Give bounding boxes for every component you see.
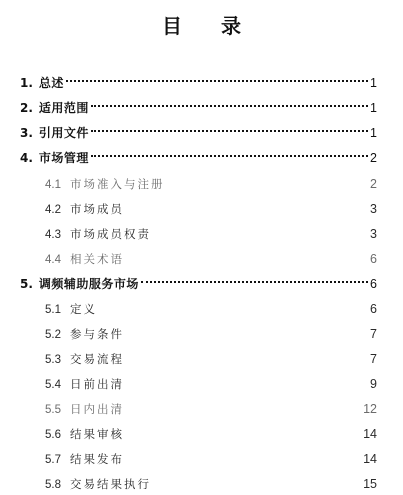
toc-entry-5-3[interactable] <box>45 343 377 366</box>
toc-entry-title: 定义 <box>70 302 97 316</box>
toc-entry-5-2[interactable] <box>45 318 377 341</box>
toc-entry-5-8[interactable] <box>45 468 377 491</box>
toc-entry-title: 交易结果执行 <box>70 477 151 491</box>
toc-entry-title: 市场管理 <box>38 151 89 165</box>
toc-entry-2[interactable] <box>20 92 377 115</box>
toc-entry-number: 3. <box>20 126 33 140</box>
toc-leader-dots <box>91 142 368 162</box>
toc-entry-5-1[interactable] <box>45 293 377 316</box>
toc-entry-page: 6 <box>370 277 377 291</box>
toc-entry-page: 7 <box>370 352 377 366</box>
toc-entry-4-1[interactable] <box>45 168 377 191</box>
toc-entry-3[interactable] <box>20 117 377 140</box>
toc-entry-page: 6 <box>370 302 377 316</box>
toc-entry-title: 市场准入与注册 <box>70 177 165 191</box>
toc-entry-page: 14 <box>363 427 377 441</box>
toc-entry-title: 结果发布 <box>70 452 124 466</box>
toc-leader-dots <box>141 268 368 288</box>
toc-entry-page: 6 <box>370 252 377 266</box>
toc-entry-number: 4. <box>20 151 33 165</box>
toc-entry-title: 交易流程 <box>70 352 124 366</box>
toc-entry-page: 15 <box>363 477 377 491</box>
toc-entry-page: 7 <box>370 327 377 341</box>
toc-leader-dots <box>66 67 368 87</box>
toc-entry-page: 12 <box>363 402 377 416</box>
toc-entry-number: 4.3 <box>45 229 61 241</box>
toc-entry-page: 2 <box>370 177 377 191</box>
toc-entry-number: 4.1 <box>45 179 61 191</box>
toc-entry-page: 1 <box>370 76 377 90</box>
toc-entry-number: 5.2 <box>45 329 61 341</box>
toc-entry-number: 5.7 <box>45 454 61 466</box>
toc-entry-title: 日前出清 <box>70 377 124 391</box>
toc-entry-title: 引用文件 <box>38 126 89 140</box>
toc-title: 目 录 <box>162 14 257 38</box>
toc-leader-dots <box>91 92 368 112</box>
toc-entry-5[interactable] <box>20 268 377 291</box>
toc-entry-number: 4.4 <box>45 254 61 266</box>
toc-leader-dots <box>91 117 368 137</box>
toc-entry-title: 适用范围 <box>38 101 89 115</box>
toc-entry-page: 9 <box>370 377 377 391</box>
toc-entry-1[interactable] <box>20 67 377 90</box>
toc-entry-4-4[interactable] <box>45 243 377 266</box>
toc-entry-title: 调频辅助服务市场 <box>38 277 139 291</box>
toc-entry-number: 5.1 <box>45 304 61 316</box>
toc-entry-page: 3 <box>370 202 377 216</box>
toc-entry-number: 5.6 <box>45 429 61 441</box>
toc-entry-page: 2 <box>370 151 377 165</box>
toc-entry-number: 1. <box>20 76 33 90</box>
toc-entry-number: 5.8 <box>45 479 61 491</box>
toc-entry-number: 5. <box>20 277 33 291</box>
toc-entry-page: 14 <box>363 452 377 466</box>
toc-entry-title: 市场成员 <box>70 202 124 216</box>
toc-entry-number: 5.5 <box>45 404 61 416</box>
toc-entry-number: 4.2 <box>45 204 61 216</box>
toc-entry-4-3[interactable] <box>45 218 377 241</box>
toc-entry-page: 3 <box>370 227 377 241</box>
toc-entry-title: 市场成员权责 <box>70 227 151 241</box>
toc-entry-page: 1 <box>370 126 377 140</box>
toc-entry-4[interactable] <box>20 142 377 165</box>
toc-entry-title: 相关术语 <box>70 252 124 266</box>
toc-entry-number: 5.3 <box>45 354 61 366</box>
toc-entry-page: 1 <box>370 101 377 115</box>
toc-entry-title: 日内出清 <box>70 402 124 416</box>
toc-entry-5-7[interactable] <box>45 443 377 466</box>
toc-entry-4-2[interactable] <box>45 193 377 216</box>
toc-entry-5-5[interactable] <box>45 393 377 416</box>
toc-entry-5-6[interactable] <box>45 418 377 441</box>
toc-entry-title: 总述 <box>38 76 64 90</box>
toc-entry-number: 5.4 <box>45 379 61 391</box>
toc-entry-5-4[interactable] <box>45 368 377 391</box>
toc-entry-number: 2. <box>20 101 33 115</box>
toc-entry-title: 参与条件 <box>70 327 124 341</box>
toc-entry-title: 结果审核 <box>70 427 124 441</box>
